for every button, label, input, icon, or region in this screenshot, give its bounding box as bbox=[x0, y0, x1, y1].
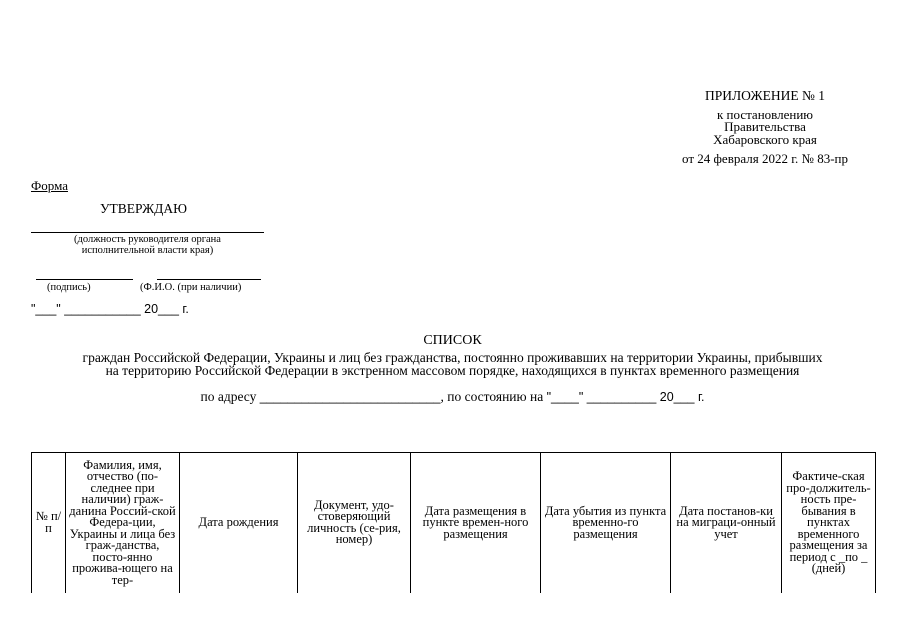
list-subtitle-line-2: на территорию Российской Федерации в экстренном массовом порядке, находящихся в пунктах временного размещения bbox=[105, 363, 800, 378]
appendix-date: от 24 февраля 2022 г. № 83-пр bbox=[682, 151, 848, 166]
position-caption bbox=[31, 234, 264, 256]
fio-line bbox=[157, 279, 261, 280]
address-blank: __________________________ bbox=[259, 390, 441, 404]
appendix-line-3: Хабаровского края bbox=[713, 131, 817, 147]
address-prefix: по адресу bbox=[200, 389, 257, 404]
list-title: СПИСОК bbox=[423, 333, 482, 348]
signature-line bbox=[36, 279, 133, 280]
list-subtitle bbox=[20, 351, 885, 377]
header-full-name: Фамилия, имя, отчество (по-следнее при наличии) граж-данина Россий-ской Федера-ции, Украины и лица без граж-данства, посто-янно прожива-ющего на тер- bbox=[66, 453, 180, 593]
signature-caption: (подпись) bbox=[47, 282, 91, 293]
header-birth-date: Дата рождения bbox=[180, 453, 298, 593]
appendix-line-2: Правительства bbox=[724, 119, 806, 134]
list-subtitle-line-1: граждан Российской Федерации, Украины и лиц без гражданства, постоянно проживавших на территории Украины, прибывших bbox=[82, 350, 823, 365]
approve-heading: УТВЕРЖДАЮ bbox=[100, 201, 188, 216]
residents-table bbox=[31, 452, 876, 593]
position-caption-line-2: исполнительной власти края) bbox=[81, 245, 214, 256]
form-label: Форма bbox=[31, 178, 68, 193]
appendix-title: ПРИЛОЖЕНИЕ № 1 bbox=[704, 88, 826, 103]
position-line bbox=[31, 232, 264, 233]
address-mid: , по состоянию на bbox=[440, 389, 544, 404]
header-number: № п/п bbox=[32, 453, 66, 593]
address-line bbox=[0, 389, 905, 405]
appendix-block bbox=[620, 90, 905, 166]
approval-date-line: "___" ___________ 20___ г. bbox=[31, 302, 189, 316]
position-caption-line-1: (должность руководителя органа bbox=[74, 234, 221, 245]
header-departure-date: Дата убытия из пункта временно-го размещения bbox=[541, 453, 671, 593]
table-header-row bbox=[32, 453, 876, 593]
address-date: "____" __________ 20___ г. bbox=[546, 390, 705, 404]
appendix-line-1: к постановлению bbox=[716, 106, 814, 122]
fio-caption: (Ф.И.О. (при наличии) bbox=[140, 282, 242, 293]
header-id-document: Документ, удо-стоверяющий личность (се-рия, номер) bbox=[298, 453, 411, 593]
header-placement-date: Дата размещения в пункте времен-ного размещения bbox=[411, 453, 541, 593]
header-migration-date: Дата постанов-ки на миграци-онный учет bbox=[671, 453, 782, 593]
header-stay-duration: Фактиче-ская про-должитель-ность пре-бывания в пунктах временного размещения за период с _по _ (дней) bbox=[782, 453, 876, 593]
